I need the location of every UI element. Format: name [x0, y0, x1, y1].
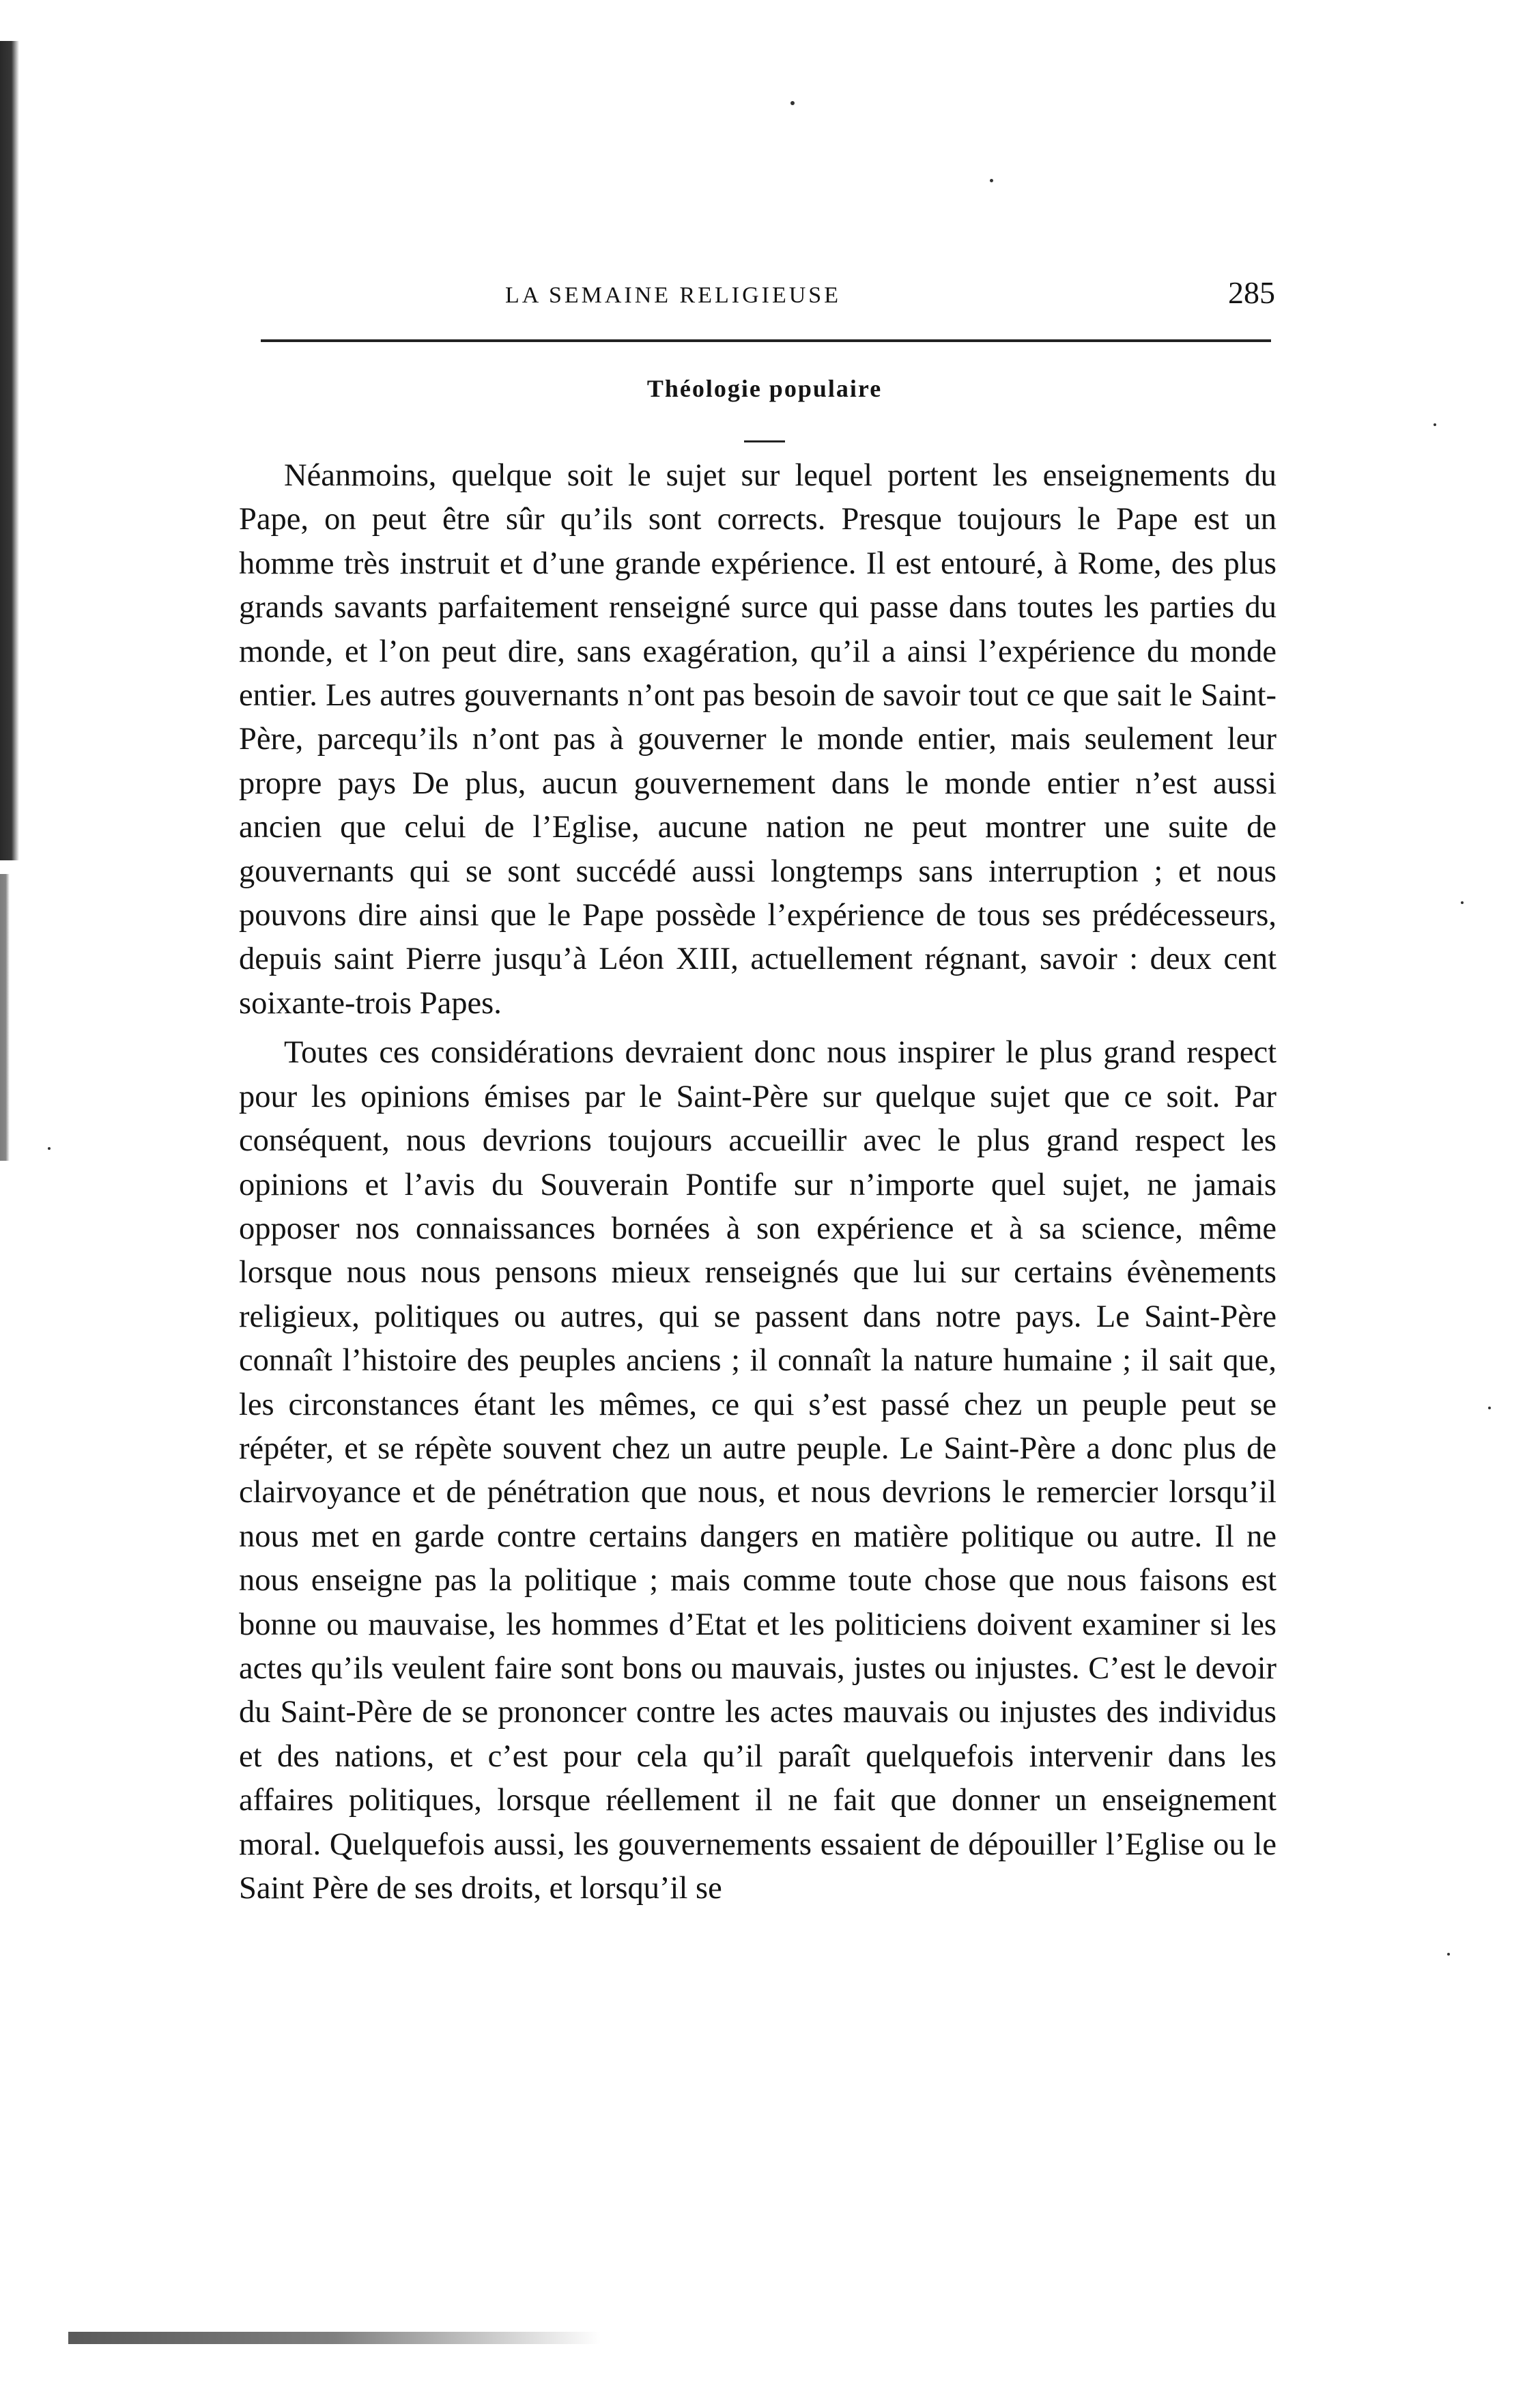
running-head: [259, 275, 1283, 328]
title-dash-separator: [744, 440, 785, 442]
scan-speck: [1488, 1407, 1491, 1409]
scan-speck: [1447, 1953, 1450, 1956]
scan-margin-shadow: [0, 41, 19, 860]
paragraph-1: Néanmoins, quelque soit le sujet sur lequel portent les enseignements du Pape, on peut être sûr qu’ils sont corrects. Presque toujours le Pape est un homme très instruit et d’une grande expérience. Il est entouré, à Rome, des plus grands savants parfaitement renseigné surce qui passe dans toutes les parties du monde, et l’on peut dire, sans exagération, qu’il a ainsi l’expérience du monde entier. Les autres gouvernants n’ont pas besoin de savoir tout ce que sait le Saint-Père, parcequ’ils n’ont pas à gouverner le monde entier, mais seulement leur propre pays De plus, aucun gouvernement dans le monde entier n’est aussi ancien que celui de l’Eglise, aucune nation ne peut montrer une suite de gouvernants qui se sont succédé aussi longtemps sans interruption ; et nous pouvons dire ainsi que le Pape possède l’expérience de tous ses prédécesseurs, depuis saint Pierre jusqu’à Léon XIII, actuellement régnant, savoir : deux cent soixante-trois Papes.: [239, 458, 1277, 1021]
header-rule: [261, 339, 1271, 342]
scan-smudge: [68, 2332, 601, 2344]
paragraph-2: Toutes ces considérations devraient donc nous inspirer le plus grand respect pour les opinions émises par le Saint-Père sur quelque sujet que ce soit. Par conséquent, nous devrions toujours accueillir avec le plus grand respect les opinions et l’avis du Souverain Pontife sur n’importe quel sujet, ne jamais opposer nos connaissances bornées à son expérience et à sa science, même lorsque nous nous pensons mieux renseignés que lui sur certains évènements religieux, politiques ou autres, qui se passent dans notre pays. Le Saint-Père connaît l’histoire des peuples anciens ; il connaît la nature humaine ; il sait que, les circonstances étant les mêmes, ce qui s’est passé chez un peuple peut se répéter, et se répète souvent chez un autre peuple. Le Saint-Père a donc plus de clairvoyance et de pénétration que nous, et nous devrions le remercier lorsqu’il nous met en garde contre certains dangers en matière politique ou autre. Il ne nous enseigne pas la politique ; mais comme toute chose que nous faisons est bonne ou mauvaise, les hommes d’Etat et les politiciens doivent examiner si les actes qu’ils veulent faire sont bons ou mauvais, justes ou injustes. C’est le devoir du Saint-Père de se prononcer contre les actes mauvais ou injustes des individus et des nations, et c’est pour cela qu’il paraît quelquefois intervenir dans les affaires politiques, lorsque réellement il ne fait que donner un enseignement moral. Quelquefois aussi, les gouvernements essaient de dépouiller l’Eglise ou le Saint Père de ses droits, et lorsqu’il se: [239, 1035, 1277, 1906]
scan-speck: [48, 1147, 51, 1150]
scan-speck: [790, 101, 795, 105]
running-head-title: LA SEMAINE RELIGIEUSE: [505, 283, 841, 308]
scan-speck: [990, 179, 993, 182]
section-title: Théologie populaire: [646, 375, 883, 402]
scan-margin-shadow-lower: [0, 874, 10, 1161]
scan-speck: [1434, 423, 1436, 426]
page-number: 285: [1228, 275, 1275, 310]
scan-speck: [1461, 901, 1464, 904]
article-body: [239, 454, 1277, 1916]
